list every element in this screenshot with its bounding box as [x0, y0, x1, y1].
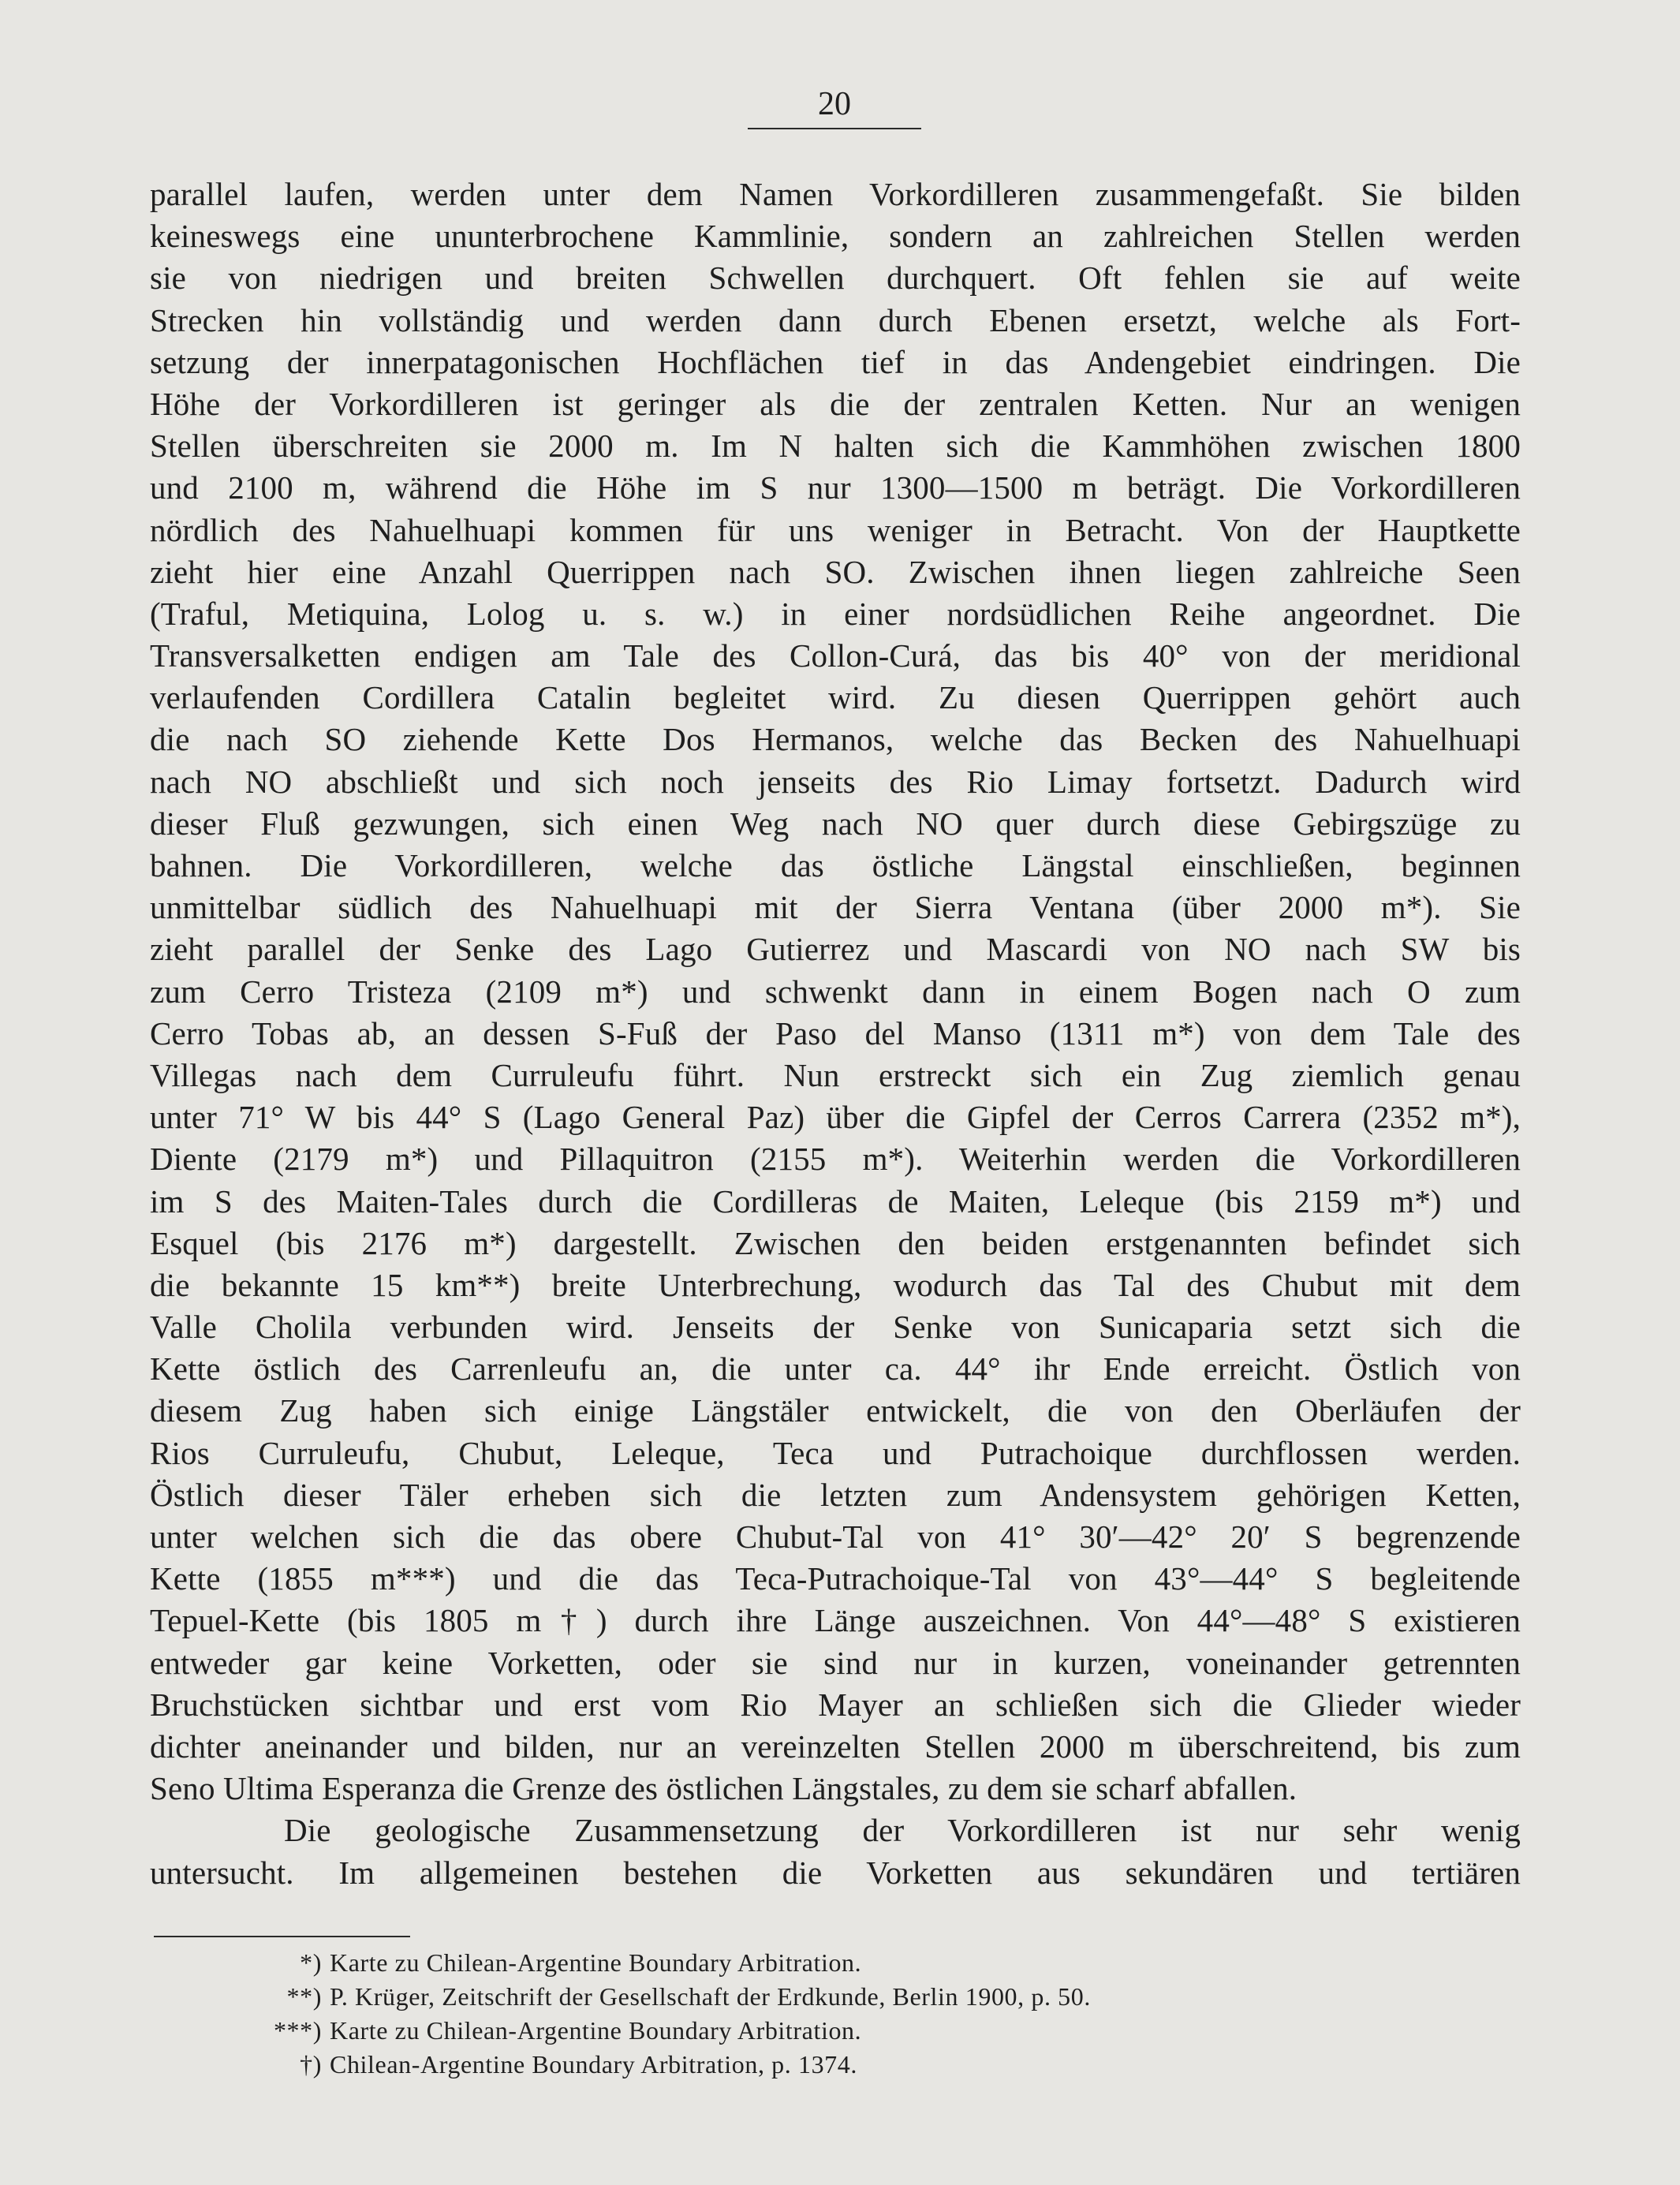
text-line: bahnen. Die Vorkordilleren, welche das östliche Längstal einschließen, beginnen [150, 847, 1521, 883]
text-line: verlaufenden Cordillera Catalin begleitet wird. Zu diesen Querrippen gehört auch [150, 679, 1521, 716]
page-number: 20 [818, 86, 851, 122]
text-line: dieser Fluß gezwungen, sich einen Weg nach NO quer durch diese Gebirgszüge zu [150, 805, 1521, 842]
footnote-text: P. Krüger, Zeitschrift der Gesellschaft der Erdkunde, Berlin 1900, p. 50. [330, 1982, 1091, 2011]
text-line: diesem Zug haben sich einige Längstäler entwickelt, die von den Oberläufen der [150, 1392, 1521, 1429]
text-line: die bekannte 15 km**) breite Unterbrechung, wodurch das Tal des Chubut mit dem [150, 1266, 1521, 1303]
text-line: Höhe der Vorkordilleren ist geringer als die der zentralen Ketten. Nur an wenigen [150, 385, 1521, 422]
text-line: sie von niedrigen und breiten Schwellen durchquert. Oft fehlen sie auf weite [150, 260, 1521, 297]
footnote-mark: **) [286, 1982, 322, 2011]
footnote-text: Karte zu Chilean-Argentine Boundary Arbitration. [330, 2016, 862, 2045]
text-line: Seno Ultima Esperanza die Grenze des östlichen Längstales, zu dem sie scharf abfallen. [150, 1770, 1297, 1807]
text-line: Villegas nach dem Curruleufu führt. Nun erstreckt sich ein Zug ziemlich genau [150, 1056, 1521, 1093]
text-line: Cerro Tobas ab, an dessen S-Fuß der Paso del Manso (1311 m*) von dem Tale des [150, 1014, 1521, 1051]
footnote-text: Karte zu Chilean-Argentine Boundary Arbitration. [330, 1948, 862, 1977]
text-line: (Traful, Metiquina, Lolog u. s. w.) in einer nordsüdlichen Reihe angeordnet. Die [150, 595, 1521, 632]
text-line: Rios Curruleufu, Chubut, Leleque, Teca und Putrachoique durchflossen werden. [150, 1434, 1521, 1471]
text-line: setzung der innerpatagonischen Hochflächen tief in das Andengebiet eindringen. Die [150, 343, 1521, 380]
footnote-mark: *) [300, 1948, 322, 1977]
footnotes [154, 1946, 1337, 2082]
text-line: keineswegs eine ununterbrochene Kammlinie, sondern an zahlreichen Stellen werden [150, 218, 1521, 255]
text-line: im S des Maiten-Tales durch die Cordilleras de Maiten, Leleque (bis 2159 m*) und [150, 1182, 1521, 1219]
text-line: Valle Cholila verbunden wird. Jenseits der Senke von Sunicaparia setzt sich die [150, 1309, 1521, 1346]
footnote [154, 1980, 1337, 2014]
page-number-rule [748, 128, 921, 129]
text-line: zieht parallel der Senke des Lago Gutierrez und Mascardi von NO nach SW bis [150, 931, 1521, 968]
text-line: Stellen überschreiten sie 2000 m. Im N halten sich die Kammhöhen zwischen 1800 [150, 428, 1521, 465]
text-line: Esquel (bis 2176 m*) dargestellt. Zwischen den beiden erstgenannten befindet sich [150, 1224, 1521, 1261]
text-line: Tepuel-Kette (bis 1805 m†) durch ihre Länge auszeichnen. Von 44°—48° S existieren [150, 1602, 1521, 1639]
text-line: Diente (2179 m*) und Pillaquitron (2155 m*). Weiterhin werden die Vorkordilleren [150, 1141, 1521, 1178]
body-text [150, 174, 1521, 1894]
footnote [154, 1946, 1337, 1980]
text-line: Kette (1855 m***) und die das Teca-Putrachoique-Tal von 43°—44° S begleitende [150, 1560, 1521, 1597]
text-line: entweder gar keine Vorketten, oder sie sind nur in kurzen, voneinander getrennten [150, 1644, 1521, 1681]
text-line: Östlich dieser Täler erheben sich die letzten zum Andensystem gehörigen Ketten, [150, 1476, 1521, 1513]
footnote [154, 2048, 1337, 2082]
footnote-rule [154, 1936, 410, 1937]
text-line: parallel laufen, werden unter dem Namen Vorkordilleren zusammengefaßt. Sie bilden [150, 176, 1521, 212]
text-line: untersucht. Im allgemeinen bestehen die Vorketten aus sekundären und tertiären [150, 1854, 1521, 1891]
text-line: unter 71° W bis 44° S (Lago General Paz) über die Gipfel der Cerros Carrera (2352 m*), [150, 1099, 1521, 1136]
text-line: Strecken hin vollständig und werden dann durch Ebenen ersetzt, welche als Fort- [150, 301, 1521, 338]
text-line: zieht hier eine Anzahl Querrippen nach SO. Zwischen ihnen liegen zahlreiche Seen [150, 553, 1521, 590]
footnote-mark: †) [300, 2050, 322, 2079]
text-line: unmittelbar südlich des Nahuelhuapi mit der Sierra Ventana (über 2000 m*). Sie [150, 889, 1521, 926]
text-line: unter welchen sich die das obere Chubut-Tal von 41° 30′—42° 20′ S begrenzende [150, 1518, 1521, 1555]
text-line: dichter aneinander und bilden, nur an vereinzelten Stellen 2000 m überschreitend, bis zum [150, 1727, 1521, 1765]
footnote [154, 2014, 1337, 2048]
text-line: Bruchstücken sichtbar und erst vom Rio Mayer an schließen sich die Glieder wieder [150, 1686, 1521, 1723]
footnote-text: Chilean-Argentine Boundary Arbitration, p. 1374. [330, 2050, 857, 2079]
text-line: die nach SO ziehende Kette Dos Hermanos, welche das Becken des Nahuelhuapi [150, 721, 1521, 758]
footnote-mark: ***) [273, 2016, 322, 2045]
text-line: nach NO abschließt und sich noch jenseits des Rio Limay fortsetzt. Dadurch wird [150, 763, 1521, 800]
text-line: nördlich des Nahuelhuapi kommen für uns weniger in Betracht. Von der Hauptkette [150, 511, 1521, 548]
text-line: Kette östlich des Carrenleufu an, die unter ca. 44° ihr Ende erreicht. Östlich von [150, 1350, 1521, 1388]
text-line: Die geologische Zusammensetzung der Vorkordilleren ist nur sehr wenig [284, 1812, 1521, 1849]
text-line: zum Cerro Tristeza (2109 m*) und schwenkt dann in einem Bogen nach O zum [150, 973, 1521, 1010]
text-line: und 2100 m, während die Höhe im S nur 1300—1500 m beträgt. Die Vorkordilleren [150, 469, 1521, 506]
text-line: Transversalketten endigen am Tale des Collon-Curá, das bis 40° von der meridional [150, 637, 1521, 674]
